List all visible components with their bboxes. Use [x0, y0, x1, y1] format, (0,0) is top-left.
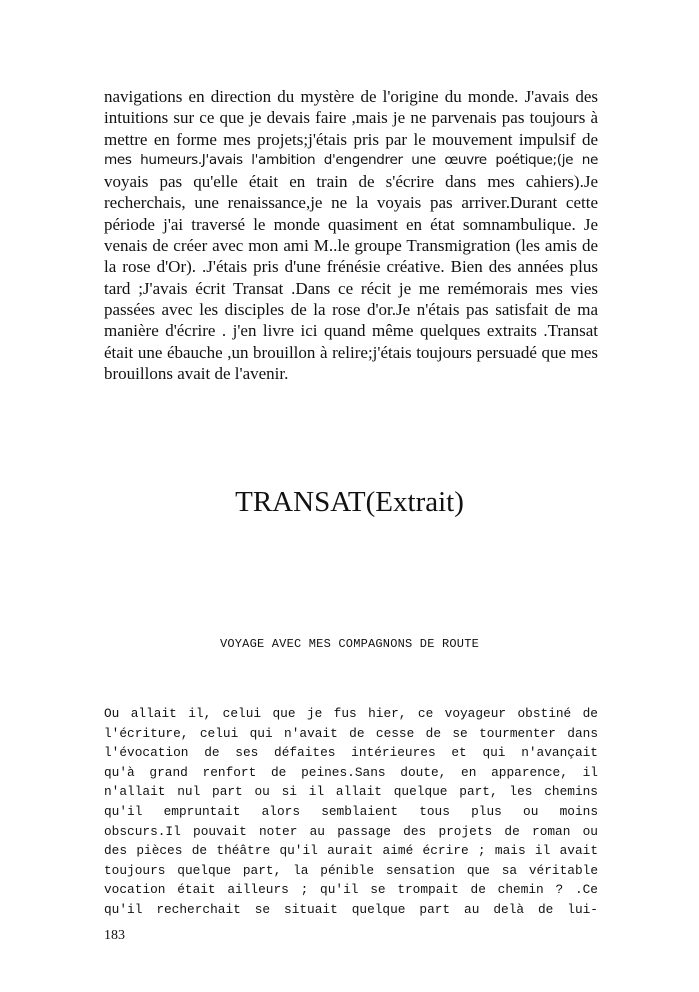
intro-line: manière d'écrire . j'en livre ici quand même quelques extraits .Transat	[104, 321, 598, 341]
intro-line: passées avec les disciples de la rose d'or.Je n'étais pas satisfait de ma	[104, 299, 598, 319]
intro-paragraph	[104, 86, 598, 384]
extract-line: Ou allait il, celui que je fus hier, ce voyageur obstiné de	[104, 706, 598, 721]
intro-line: intuitions sur ce que je devais faire ,mais je ne parvenais pas toujours à	[104, 108, 598, 128]
intro-line: brouillons avait de l'avenir.	[104, 363, 289, 383]
extract-line: qu'il recherchait se situait quelque part au delà de lui-	[104, 901, 598, 917]
extract-line: n'allait nul part ou si il allait quelque part, les chemins	[104, 784, 598, 800]
extract-line: des pièces de théâtre qu'il aurait aimé écrire ; mais il avait	[104, 843, 598, 859]
chapter-subtitle: VOYAGE AVEC MES COMPAGNONS DE ROUTE	[219, 637, 480, 651]
extract-line: l'évocation de ses défaites intérieures et qui n'avançait	[104, 745, 598, 761]
extract-line: l'écriture, celui qui n'avait de cesse de se tourmenter dans	[104, 725, 598, 741]
intro-line: période j'ai traversé le monde quasiment en état somnambulique. Je	[104, 214, 598, 234]
extract-paragraph	[104, 704, 598, 920]
intro-line: mettre en forme mes projets;j'étais pris par le mouvement impulsif de	[104, 129, 598, 149]
intro-line: tard ;J'avais écrit Transat .Dans ce récit je me remémorais mes vies	[104, 278, 598, 298]
extract-line: qu'il empruntait alors semblaient tous plus ou moins	[104, 803, 598, 819]
extract-line: vocation était ailleurs ; qu'il se trompait de chemin ? .Ce	[104, 882, 598, 898]
intro-line: recherchais, une renaissance,je ne la voyais pas arriver.Durant cette	[104, 193, 598, 213]
intro-line: était une ébauche ,un brouillon à relire;j'étais toujours persuadé que mes	[104, 342, 598, 362]
extract-line: qu'à grand renfort de peines.Sans doute, en apparence, il	[104, 764, 598, 780]
extract-line: obscurs.Il pouvait noter au passage des projets de roman ou	[104, 823, 598, 839]
intro-line: mes humeurs.J'avais l'ambition d'engendrer une œuvre poétique;(je ne	[104, 151, 598, 168]
extract-title: TRANSAT(Extrait)	[235, 486, 464, 518]
page-number: 183	[104, 928, 125, 943]
intro-line: voyais pas qu'elle était en train de s'écrire dans mes cahiers).Je	[104, 172, 598, 192]
intro-line: venais de créer avec mon ami M..le groupe Transmigration (les amis de	[104, 236, 598, 256]
intro-line: la rose d'Or). .J'étais pris d'une frénésie créative. Bien des années plus	[104, 257, 598, 277]
extract-line: toujours quelque part, la pénible sensation que sa véritable	[104, 862, 598, 878]
intro-line: navigations en direction du mystère de l'origine du monde. J'avais des	[104, 87, 598, 106]
